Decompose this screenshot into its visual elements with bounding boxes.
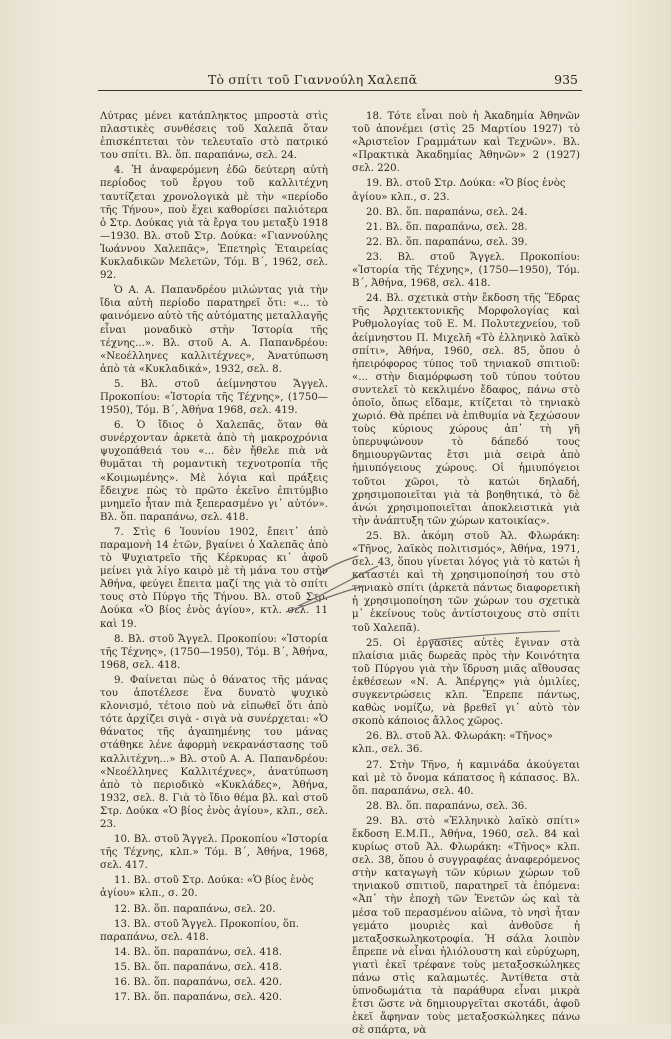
footnote-paragraph: Ὁ Α. Α. Παπανδρέου μιλώντας γιὰ τὴν ἴδια αὐτὴ περίοδο παρατηρεῖ ὅτι: «... τὸ φαινόμενο αὐτὸ τῆς αὐτόματης μεταλλαγῆς εἶναι μοναδικὸ στὴν Ἱστορία τῆς τέχνης...». Βλ. στοῦ Α. Α. Παπανδρέου: «Νεοέλληνες καλλιτέχνες», Ἀνατύπωση ἀπὸ τὰ «Κυκλαδικά», 1932, σελ. 8. [100,285,328,375]
footnotes-left-column [100,110,328,1006]
footnote-paragraph: 7. Στὶς 6 Ἰουνίου 1902, ἔπειτ᾿ ἀπὸ παραμονὴ 14 ἐτῶν, βγαίνει ὁ Χαλεπᾶς ἀπὸ τὸ Ψυχιατρεῖο τῆς Κέρκυρας κι᾿ ἀφοῦ μείνει γιὰ λίγο καιρὸ μὲ τὴ μάνα του στὴν Ἀθήνα, φεύγει ἔπειτα μαζί της γιὰ τὸ σπίτι τους στὸ Πύργο τῆς Τήνου. Βλ. στοῦ Στρ. Δούκα «Ὁ βίος ἑνὸς ἁγίου», κτλ. σελ. 11 καὶ 19. [100,526,328,630]
footnote-paragraph: 12. Βλ. ὅπ. παραπάνω, σελ. 20. [114,903,276,915]
footnote-paragraph: 29. Βλ. στὸ «Ἑλληνικὸ λαϊκὸ σπίτι» ἔκδοση Ε.Μ.Π., Ἀθήνα, 1960, σελ. 84 καὶ κυρίως στοῦ Ἀλ. Φλωράκη: «Τῆνος» κλπ. σελ. 38, ὅπου ὁ συγγραφέας ἀναφερόμενος στὴν καταγωγὴ τῶν κύριων χώρων τοῦ τηνιακοῦ σπιτιοῦ, παρατηρεῖ τὰ ἑπόμενα: «Ἀπ᾿ τὴν ἐποχὴ τῶν Ἐνετῶν ὡς καὶ τὰ μέσα τοῦ περασμένου αἰῶνα, τὸ νησὶ ἦταν γεμάτο μουριὲς καὶ ἀνθοῦσε ἡ μεταξοσκωληκοτροφία. Ἡ σάλα λοιπὸν ἔπρεπε νὰ εἶναι ἡλιόλουστη καὶ εὐρύχωρη, γιατὶ ἐκεῖ τρέφανε τοὺς μεταξοσκώληκες πάνω στὶς καλαμωτές. Ἀντίθετα στὰ ὑπνοδωμάτια τὰ παράθυρα εἶναι μικρὰ ἔτσι ὥστε νὰ δημιουργεῖται σκοτάδι, ἀφοῦ ἐκεῖ ἄφηναν τοὺς μεταξοσκώληκες πάνω σὲ σπάρτα, νὰ [352,815,580,1037]
footnote-paragraph: 27. Στὴν Τῆνο, ἡ καμινάδα ἀκούγεται καὶ μὲ τὸ ὄνομα κάπατσος ἢ κάπασος. Βλ. ὅπ. παραπάνω, σελ. 40. [352,759,580,797]
footnote-paragraph: 24. Βλ. σχετικὰ στὴν ἔκδοση τῆς Ἕδρας τῆς Ἀρχιτεκτονικῆς Μορφολογίας καὶ Ρυθμολογίας τοῦ Ε. Μ. Πολυτεχνείου, τοῦ ἀείμνηστου Π. Μιχελῆ «Τὸ ἑλληνικὸ λαϊκὸ σπίτι», Ἀθήνα, 1960, σελ. 85, ὅπου ὁ ἠπειρόφορος τύπος τοῦ τηνιακοῦ σπιτιοῦ: «... στὴν διαμόρφωση τοῦ τύπου τούτου συντελεῖ τὸ κεκλιμένο ἔδαφος, πάνω στὸ ὁποῖο, ὅπως εἴδαμε, κτίζεται τὸ τηνιακὸ χωριό. Θὰ πρέπει νὰ ἐπιθυμία νὰ ξεχώσουν τοὺς κύριους χώρους ἀπ᾿ τὴ γῆ ὑπερυψώνουν τὸ δάπεδό τους δημιουργῶντας ἔτσι μιὰ σειρὰ ἀπὸ ἡμιυπόγειους χώρους. Οἱ ἡμιυπόγειοι τοῦτοι χῶροι, τὸ κατώι δηλαδή, χρησιμοποιεῖται γιὰ τὰ βοηθητικά, τὸ δὲ ἀνώι χρησιμοποιεῖται ἀποκλειστικὰ γιὰ τὴν ἀνάπτυξη τῶν χώρων κατοικίας». [352,293,580,527]
footnote-paragraph: Λύτρας μένει κατάπληκτος μπροστὰ στὶς πλαστικὲς συνθέσεις τοῦ Χαλεπᾶ ὅταν ἐπισκέπτεται τὸν τελευταῖο στὸ πατρικό του σπίτι. Βλ. ὅπ. παραπάνω, σελ. 24. [100,111,328,162]
footnote-paragraph: 21. Βλ. ὅπ. παραπάνω, σελ. 28. [366,221,528,233]
running-title: Τὸ σπίτι τοῦ Γιαννούλη Χαλεπᾶ [208,72,418,87]
footnote-paragraph: 14. Βλ. ὅπ. παραπάνω, σελ. 418. [114,946,283,958]
footnote-paragraph: 20. Βλ. ὅπ. παραπάνω, σελ. 24. [366,206,528,218]
footnote-paragraph: 23. Βλ. στοῦ Ἄγγελ. Προκοπίου: «Ἱστορία τῆς Τέχνης», (1750—1950), Τόμ. Β΄, Ἀθήνα, 1968, σελ. 418. [352,251,580,290]
footnote-paragraph: 13. Βλ. στοῦ Ἄγγελ. Προκοπίου, ὅπ. παραπάνω, σελ. 418. [100,918,299,943]
footnote-paragraph: 26. Βλ. στοῦ Ἀλ. Φλωράκη: «Τῆνος» κλπ., σελ. 36. [352,731,553,756]
footnote-paragraph: 11. Βλ. στοῦ Στρ. Δούκα: «Ὁ βίος ἑνὸς ἁγίου» κλπ., σ. 20. [100,875,314,900]
footnote-paragraph: 5. Βλ. στοῦ ἀείμνηστου Ἄγγελ. Προκοπίου: «Ἱστορία τῆς Τέχνης», (1750—1950), Τόμ. Β΄, Ἀθήνα 1968, σελ. 419. [100,378,328,417]
footnote-paragraph: 28. Βλ. ὅπ. παραπάνω, σελ. 36. [366,800,528,812]
footnote-paragraph: 22. Βλ. ὅπ. παραπάνω, σελ. 39. [366,236,528,248]
footnote-paragraph: 15. Βλ. ὅπ. παραπάνω, σελ. 418. [114,961,283,973]
running-header [98,70,582,91]
footnote-paragraph: 10. Βλ. στοῦ Ἄγγελ. Προκοπίου «Ἱστορία τῆς Τέχνης, κλπ.» Τόμ. Β΄, Ἀθήνα, 1968, σελ. 417. [100,834,328,872]
footnote-paragraph: 25. Οἱ ἐργασίες αὐτὲς ἔγιναν στὰ πλαίσια μιᾶς δωρεᾶς πρὸς τὴν Κοινότητα τοῦ Πύργου γιὰ τὴν ἵδρυση μιᾶς αἴθουσας ἐκθέσεων «Ν. Α. Ἀπέργης» γιὰ ὁμιλίες, συγκεντρώσεις κλπ. Ἔπρεπε πάντως, καθὼς νομίζω, νὰ βρεθεῖ γι᾿ αὐτὸ τὸν σκοπὸ κάποιος ἄλλος χῶρος. [352,637,580,728]
footnote-paragraph: 25. Βλ. ἀκόμη στοῦ Ἀλ. Φλωράκη: «Τῆνος, λαϊκὸς πολιτισμός», Ἀθήνα, 1971, σελ. 43, ὅπου γίνεται λόγος γιὰ τὸ κατώι ἡ καταστέι καὶ τὴ χρησιμοποίησή του στὸ τηνιακὸ σπίτι (ἀρκετὰ πάντως διαφορετικὴ ἡ χρησιμοποίηση τῶν χώρων του σχετικὰ μ᾿ ἐκείνους τοὺς ἀντίστοιχους στὸ σπίτι τοῦ Χαλεπᾶ). [352,530,580,634]
footnote-paragraph: 6. Ὁ ἴδιος ὁ Χαλεπᾶς, ὅταν θὰ συνέρχονταν ἀρκετὰ ἀπὸ τὴ μακροχρόνια ψυχοπάθειά του «... δὲν ἤθελε πιὰ νὰ θυμᾶται τὴ ρομαντικὴ τεχνοτροπία τῆς «Κοιμωμένης». Μὲ λόγια καὶ πράξεις ἔδειχνε πὼς τὸ πρῶτο ἐκεῖνο ἐπιτύμβιο μνημεῖο ἦταν πιὰ ξεπερασμένο γι᾿ αὐτόν». Βλ. ὅπ. παραπάνω, σελ. 418. [100,420,328,523]
footnote-paragraph: 8. Βλ. στοῦ Ἄγγελ. Προκοπίου: «Ἱστορία τῆς Τέχνης», (1750—1950), Τόμ. Β΄, Ἀθήνα, 1968, σελ. 418. [100,633,328,671]
footnote-paragraph: 17. Βλ. ὅπ. παραπάνω, σελ. 420. [114,992,283,1004]
footnote-paragraph: 9. Φαίνεται πὼς ὁ θάνατος τῆς μάνας του ἀποτέλεσε ἕνα δυνατὸ ψυχικὸ κλονισμό, τέτοιο ποὺ νὰ εἰπωθεῖ ὅτι ἀπὸ τότε ἀρχίζει σιγὰ - σιγὰ νὰ συνέρχεται: «Ὁ θάνατος τῆς ἀγαπημένης του μάνας στάθηκε λένε ἀφορμὴ νεκρανάστασης τοῦ καλλιτέχνη...» Βλ. στοῦ Α. Α. Παπανδρέου: «Νεοέλληνες Καλλιτέχνες», ἀνατύπωση ἀπὸ τὸ περιοδικὸ «Κυκλάδες», Ἀθήνα, 1932, σελ. 8. Γιὰ τὸ ἴδιο θέμα βλ. καὶ στοῦ Στρ. Δούκα «Ὁ βίος ἑνὸς ἁγίου», κλπ., σελ. 23. [100,674,328,830]
footnote-paragraph: 16. Βλ. ὅπ. παραπάνω, σελ. 420. [114,977,283,988]
footnote-paragraph: 18. Τότε εἶναι ποὺ ἡ Ἀκαδημία Ἀθηνῶν τοῦ ἀπονέμει (στὶς 25 Μαρτίου 1927) τὸ «Ἀριστεῖον Γραμμάτων καὶ Τεχνῶν». Βλ. «Πρακτικὰ Ἀκαδημίας Ἀθηνῶν» 2 (1927) σελ. 220. [352,111,580,175]
footnote-paragraph: 4. Ἡ ἀναφερόμενη ἐδῶ δεύτερη αὐτὴ περίοδος τοῦ ἔργου τοῦ καλλιτέχνη ταυτίζεται χρονολογικὰ μὲ τὴν «περίοδο τῆς Τήνου», ποὺ ἔχει καθορίσει παλιότερα ὁ Στρ. Δούκας γιὰ τὰ ἔργα του μεταξὺ 1918—1930. Βλ. στοῦ Στρ. Δούκα: «Γιαννούλης Ἰωάννου Χαλεπᾶς», Ἐπετηρὶς Ἑταιρείας Κυκλαδικῶν Μελετῶν, Τόμ. Β΄, 1962, σελ. 92. [100,165,328,282]
footnote-paragraph: 19. Βλ. στοῦ Στρ. Δούκα: «Ὁ βίος ἑνὸς ἁγίου» κλπ., σ. 23. [352,178,566,203]
footnotes-right-column [352,110,580,1039]
page-number: 935 [554,72,578,87]
